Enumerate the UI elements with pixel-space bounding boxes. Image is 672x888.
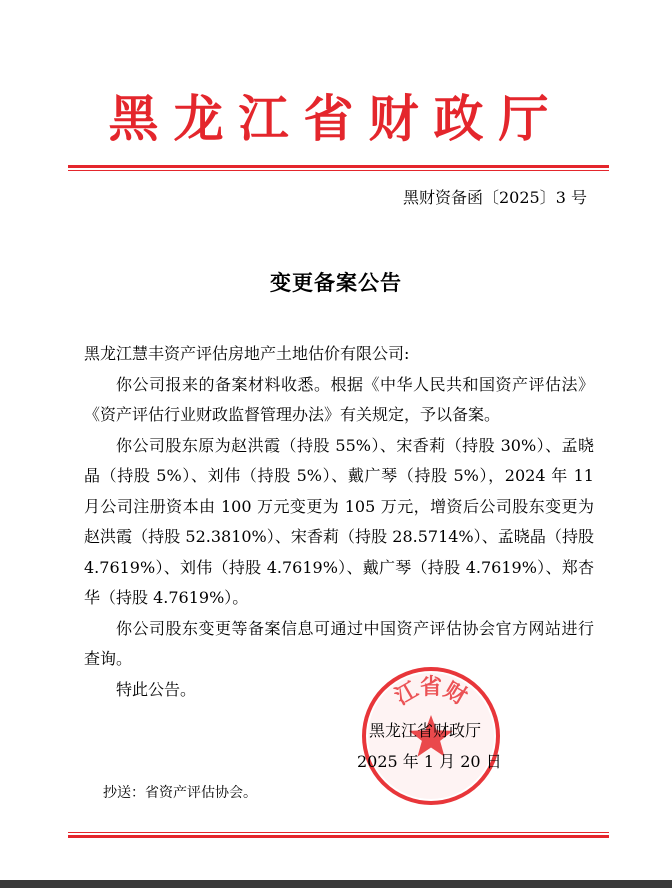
- paragraph: 你公司报来的备案材料收悉。根据《中华人民共和国资产评估法》《资产评估行业财政监督管理办法》有关规定，予以备案。: [84, 374, 594, 424]
- bottom-edge: [0, 880, 672, 888]
- org-title: 黑龙江省财政厅: [108, 89, 564, 148]
- signature-org: 黑龙江省财政厅: [369, 721, 482, 740]
- paragraph: 你公司股东变更等备案信息可通过中国资产评估协会官方网站进行查询。: [84, 618, 594, 668]
- header-rule-thick: [68, 165, 609, 168]
- paragraph: 你公司股东原为赵洪霞（持股 55%）、宋香莉（持股 30%）、孟晓晶（持股 5%）、刘伟（持股 5%）、戴广琴（持股 5%），2024 年 11 月公司注册资本由 100 万元变更为 105 万元，增资后公司股东变更为赵洪霞（持股 52.3810%）、宋香莉（持股 28.5714%）、孟晓晶（持股 4.7619%）、刘伟（持股 4.7619%）、戴广琴（持股 4.7619%）、郑杏华（持股 4.7619%）。: [84, 435, 594, 607]
- notice-body: [84, 339, 594, 705]
- footer-rule-thin: [68, 832, 609, 833]
- signature-date: 2025 年 1 月 20 日: [357, 752, 502, 771]
- document-number: 黑财资备函〔2025〕3 号: [403, 188, 587, 207]
- footer-rule-thick: [68, 835, 609, 838]
- closing-line: 特此公告。: [116, 679, 197, 699]
- header-rule-thin: [68, 170, 609, 171]
- notice-title: 变更备案公告: [270, 270, 402, 295]
- salutation: 黑龙江慧丰资产评估房地产土地估价有限公司:: [84, 344, 410, 363]
- cc-line: 抄送：省资产评估协会。: [103, 785, 257, 801]
- seal-text: 江省财: [390, 674, 472, 711]
